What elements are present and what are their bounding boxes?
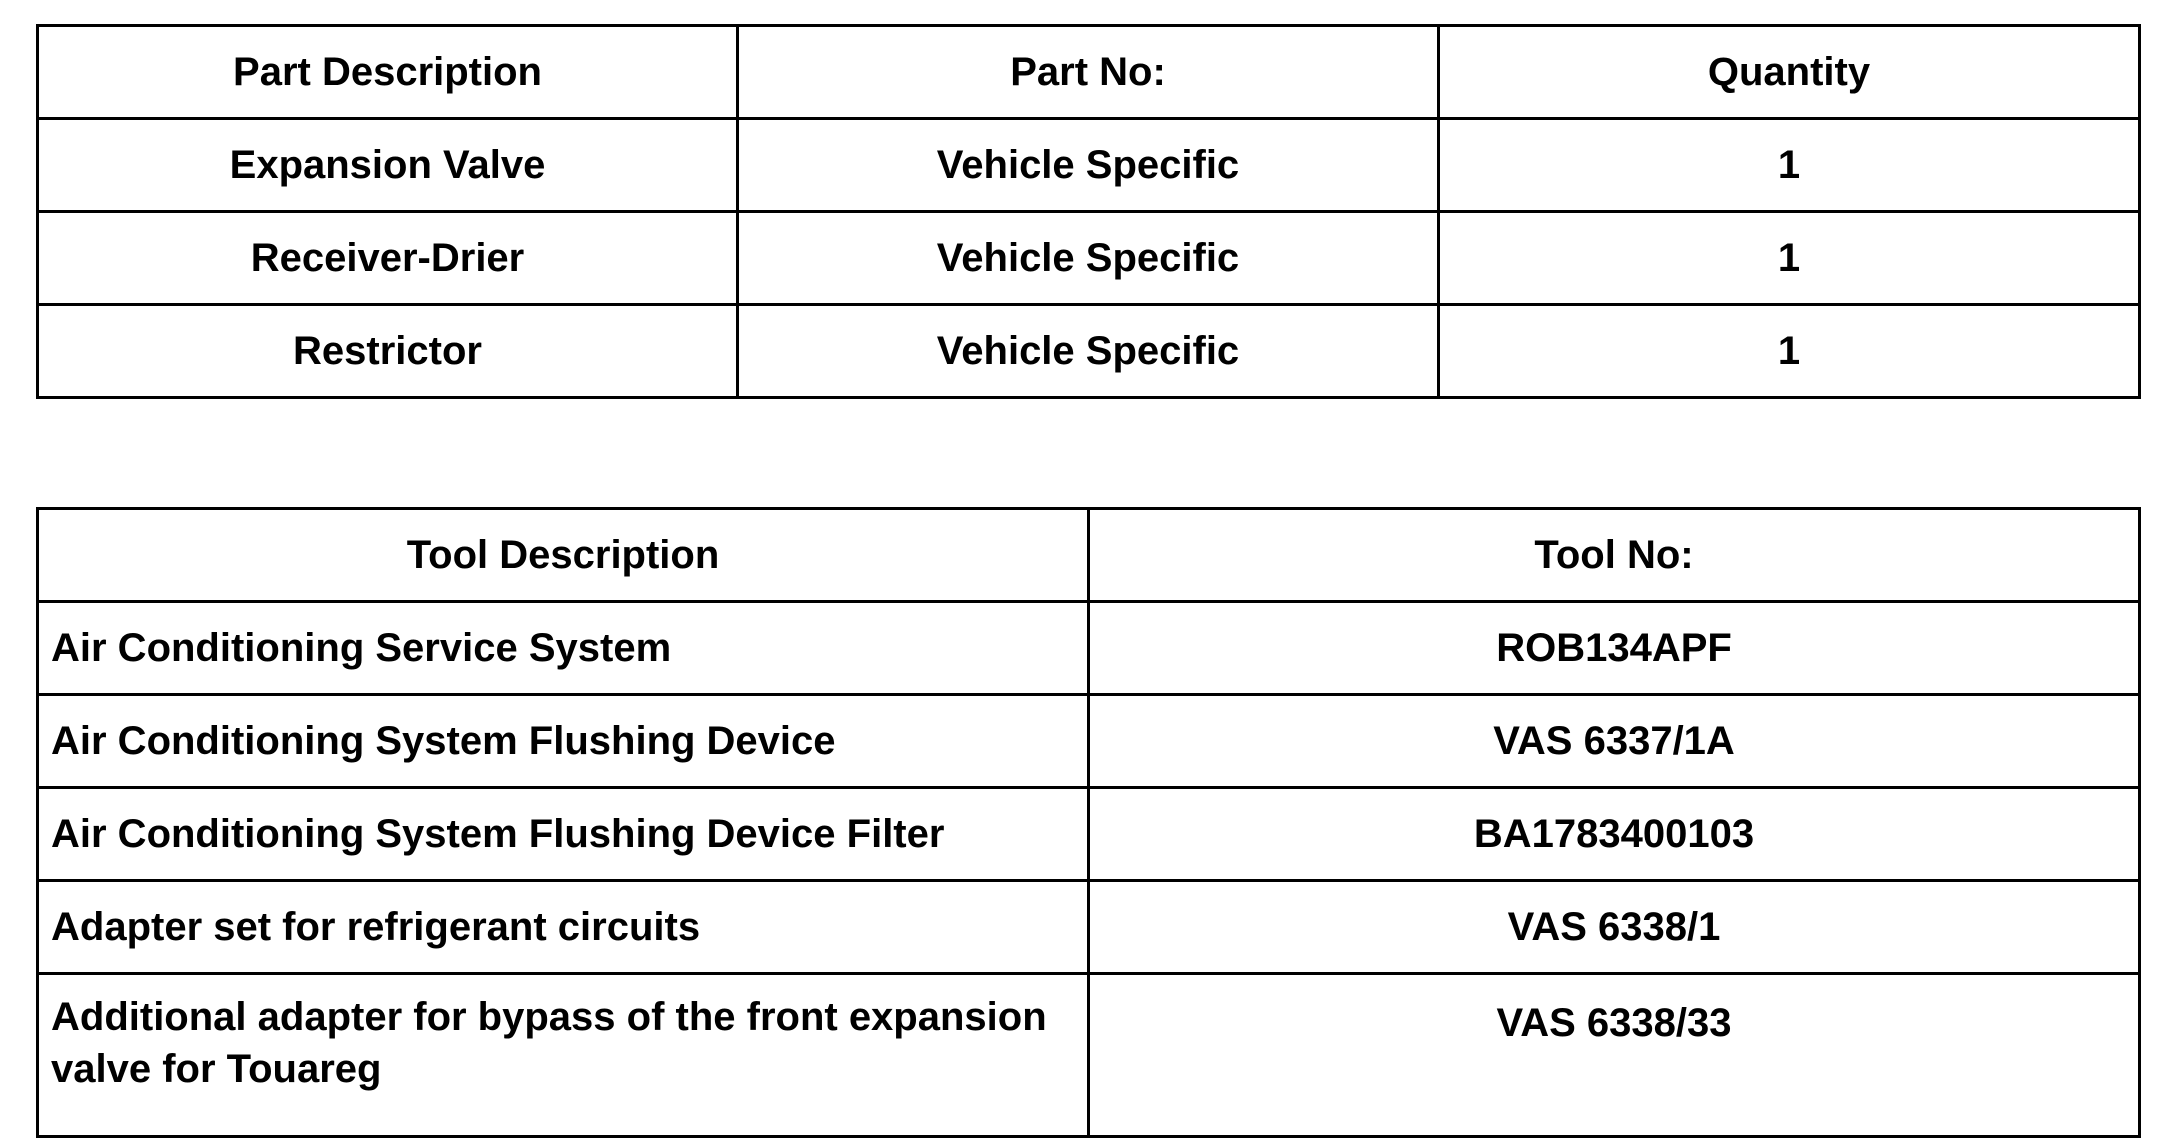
table-row: [38, 881, 2140, 974]
tool-no: VAS 6338/33: [1089, 974, 2140, 1137]
tool-no: ROB134APF: [1089, 602, 2140, 695]
parts-header-row: [38, 26, 2140, 119]
table-row: [38, 695, 2140, 788]
tool-description: Air Conditioning System Flushing Device: [38, 695, 1089, 788]
part-quantity: 1: [1439, 305, 2140, 398]
header-tool-description: Tool Description: [38, 509, 1089, 602]
tool-description: Air Conditioning System Flushing Device Filter: [38, 788, 1089, 881]
table-row: [38, 305, 2140, 398]
tools-table: [36, 507, 2141, 1138]
part-description: Receiver-Drier: [38, 212, 738, 305]
tool-no: VAS 6338/1: [1089, 881, 2140, 974]
tool-description: Additional adapter for bypass of the front expansion valve for Touareg: [38, 974, 1089, 1137]
part-no: Vehicle Specific: [738, 212, 1439, 305]
header-part-description: Part Description: [38, 26, 738, 119]
tools-header-row: [38, 509, 2140, 602]
header-part-no: Part No:: [738, 26, 1439, 119]
table-row: [38, 119, 2140, 212]
table-row: [38, 788, 2140, 881]
part-quantity: 1: [1439, 119, 2140, 212]
tool-description: Air Conditioning Service System: [38, 602, 1089, 695]
header-quantity: Quantity: [1439, 26, 2140, 119]
part-no: Vehicle Specific: [738, 305, 1439, 398]
part-description: Expansion Valve: [38, 119, 738, 212]
table-row: [38, 602, 2140, 695]
header-tool-no: Tool No:: [1089, 509, 2140, 602]
tool-no: BA1783400103: [1089, 788, 2140, 881]
part-no: Vehicle Specific: [738, 119, 1439, 212]
tool-no: VAS 6337/1A: [1089, 695, 2140, 788]
parts-table: [36, 24, 2141, 399]
part-description: Restrictor: [38, 305, 738, 398]
tool-description: Adapter set for refrigerant circuits: [38, 881, 1089, 974]
part-quantity: 1: [1439, 212, 2140, 305]
table-row: [38, 212, 2140, 305]
table-row: [38, 974, 2140, 1137]
